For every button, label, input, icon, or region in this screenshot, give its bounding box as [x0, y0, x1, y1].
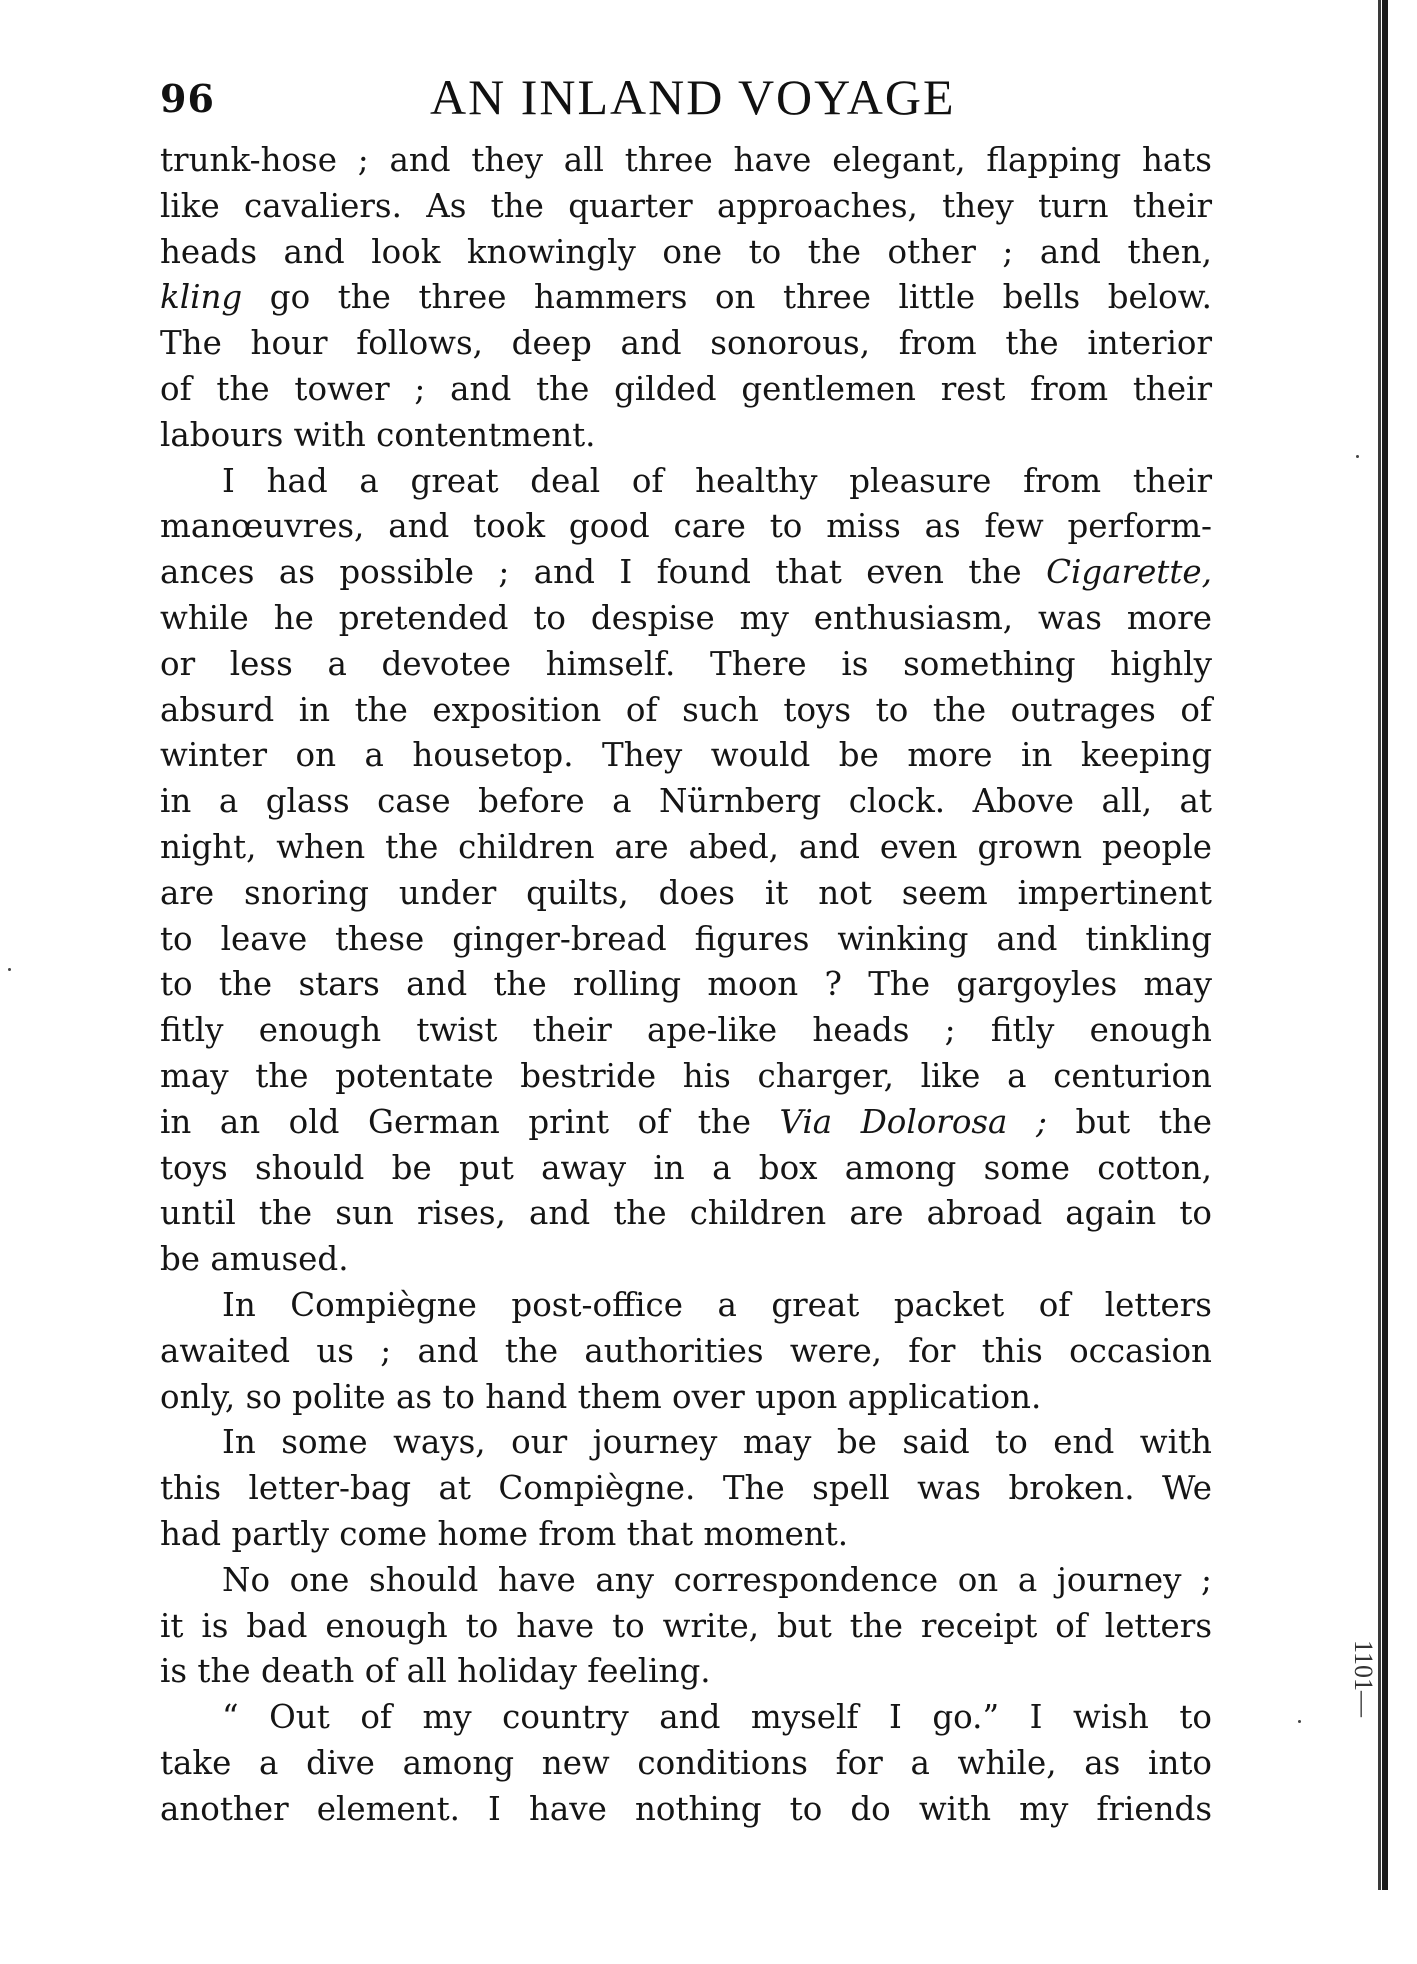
text-line: is the death of all holiday feeling.: [160, 1652, 711, 1691]
text-line: No one should have any correspondence on a journey ;: [222, 1560, 1212, 1599]
text-line: [160, 1100, 1212, 1146]
margin-mark: [1350, 1640, 1380, 1750]
text-line: like cavaliers. As the quarter approaches, they turn their: [160, 186, 1212, 225]
text-line: In Compiègne post-office a great packet of letters: [222, 1285, 1212, 1324]
text-line: “ Out of my country and myself I go.” I wish to: [222, 1698, 1212, 1737]
text-line: while he pretended to despise my enthusiasm, was more: [160, 598, 1212, 637]
text-line-pre: ances as possible ; and I found that even the: [160, 553, 1047, 592]
body-text: [160, 138, 1212, 1832]
italic-word: Cigarette,: [1046, 553, 1212, 592]
text-line: only, so polite as to hand them over upon application.: [160, 1377, 1042, 1416]
scan-speck: [1356, 455, 1359, 458]
text-line: toys should be put away in a box among some cotton,: [160, 1148, 1212, 1187]
italic-word: kling: [160, 278, 243, 317]
page-header: [160, 68, 1212, 124]
text-line: fitly enough twist their ape-like heads ; fitly enough: [160, 1011, 1212, 1050]
text-line: night, when the children are abed, and even grown people: [160, 827, 1212, 866]
binding-shadow: [1382, 0, 1388, 1890]
text-line: this letter-bag at Compiègne. The spell was broken. We: [160, 1469, 1212, 1508]
text-line: another element. I have nothing to do with my friends: [160, 1789, 1212, 1828]
italic-word: Via Dolorosa ;: [779, 1102, 1047, 1141]
text-line: heads and look knowingly one to the other ; and then,: [160, 232, 1212, 271]
text-line: The hour follows, deep and sonorous, from the interior: [160, 324, 1212, 363]
text-line: until the sun rises, and the children are abroad again to: [160, 1194, 1212, 1233]
text-line: in a glass case before a Nürnberg clock. Above all, at: [160, 782, 1212, 821]
text-line: [160, 550, 1212, 596]
text-line-post: but the: [1046, 1102, 1212, 1141]
text-line: labours with contentment.: [160, 415, 596, 454]
text-line: manœuvres, and took good care to miss as few perform-: [160, 507, 1212, 546]
text-line: to leave these ginger-bread figures winking and tinkling: [160, 919, 1212, 958]
margin-mark-text: 1101—: [1349, 1640, 1378, 1718]
text-line: to the stars and the rolling moon ? The gargoyles may: [160, 965, 1212, 1004]
text-line: take a dive among new conditions for a while, as into: [160, 1743, 1212, 1782]
text-line-post: go the three hammers on three little bells below.: [242, 278, 1212, 317]
text-line: absurd in the exposition of such toys to the outrages of: [160, 690, 1212, 729]
scan-speck: [1298, 1720, 1301, 1723]
text-line: had partly come home from that moment.: [160, 1514, 849, 1553]
text-line: I had a great deal of healthy pleasure from their: [222, 461, 1212, 500]
text-line: be amused.: [160, 1240, 349, 1279]
binding-shadow-thin: [1378, 0, 1381, 1890]
text-line: it is bad enough to have to write, but the receipt of letters: [160, 1606, 1212, 1645]
text-line: In some ways, our journey may be said to end with: [222, 1423, 1212, 1462]
scan-speck: [8, 968, 11, 971]
text-line: [160, 275, 1212, 321]
text-line: of the tower ; and the gilded gentlemen rest from their: [160, 369, 1212, 408]
text-line: or less a devotee himself. There is something highly: [160, 644, 1212, 683]
text-line: winter on a housetop. They would be more in keeping: [160, 736, 1212, 775]
text-line: may the potentate bestride his charger, like a centurion: [160, 1056, 1212, 1095]
text-line: are snoring under quilts, does it not seem impertinent: [160, 873, 1212, 912]
text-line: awaited us ; and the authorities were, for this occasion: [160, 1331, 1212, 1370]
text-line-pre: in an old German print of the: [160, 1102, 780, 1141]
text-line: trunk-hose ; and they all three have elegant, flapping hats: [160, 141, 1212, 179]
page-number: 96: [160, 76, 215, 121]
running-title: AN INLAND VOYAGE: [430, 69, 956, 125]
